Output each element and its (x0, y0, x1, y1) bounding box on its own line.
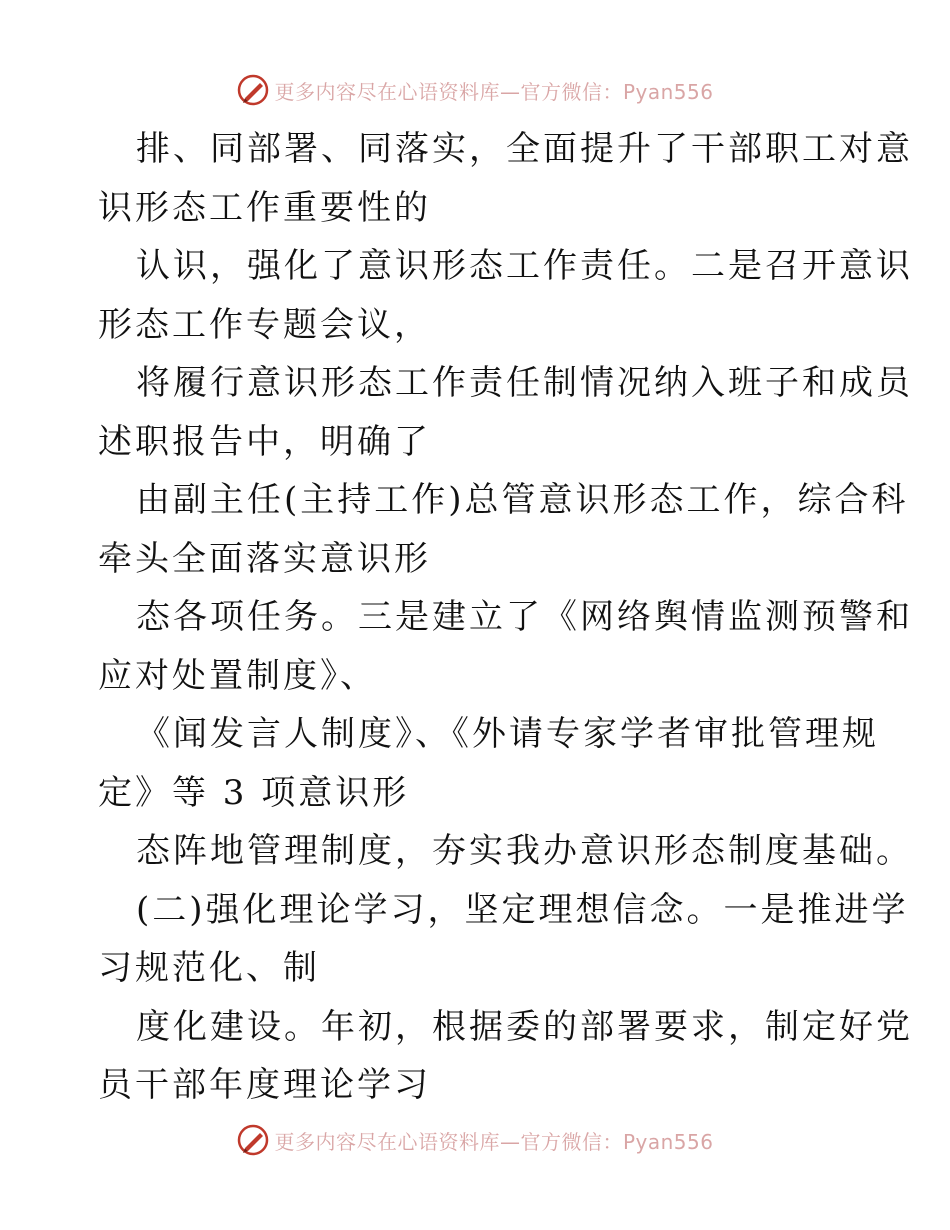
text-line: 态阵地管理制度，夯实我办意识形态制度基础。 (136, 831, 913, 871)
text-line: (二)强化理论学习，坚定理想信念。一是推进学 (136, 889, 909, 930)
text-line: 识形态工作重要性的 (98, 187, 431, 228)
text-line: 将履行意识形态工作责任制情况纳入班子和成员 (136, 363, 913, 403)
text-line: 习规范化、制 (98, 948, 320, 988)
text-line: 排、同部署、同落实，全面提升了干部职工对意 (136, 129, 913, 169)
pen-logo-icon (236, 73, 270, 107)
document-body (98, 120, 913, 1115)
text-line: 认识，强化了意识形态工作责任。二是召开意识 (136, 246, 913, 286)
header-banner-text: 更多内容尽在心语资料库—官方微信：Pyan556 (274, 79, 714, 104)
text-line: 态各项任务。三是建立了《网络舆情监测预警和 (136, 597, 913, 637)
pen-logo-icon (236, 1123, 270, 1157)
text-line: 《闻发言人制度》、《外请专家学者审批管理规 (136, 714, 879, 754)
text-line: 应对处置制度》、 (98, 655, 377, 696)
text-line: 牵头全面落实意识形 (98, 538, 431, 579)
text-line: 定》等 3 项意识形 (98, 772, 410, 813)
header-banner (0, 70, 950, 110)
footer-banner-text: 更多内容尽在心语资料库—官方微信：Pyan556 (274, 1129, 714, 1154)
footer-banner (0, 1120, 950, 1160)
text-line: 形态工作专题会议， (98, 304, 431, 345)
text-line: 度化建设。年初，根据委的部署要求，制定好党 (136, 1006, 913, 1047)
text-line: 述职报告中，明确了 (98, 421, 431, 462)
text-line: 员干部年度理论学习 (98, 1065, 431, 1105)
text-line: 由副主任(主持工作)总管意识形态工作，综合科 (136, 480, 909, 520)
